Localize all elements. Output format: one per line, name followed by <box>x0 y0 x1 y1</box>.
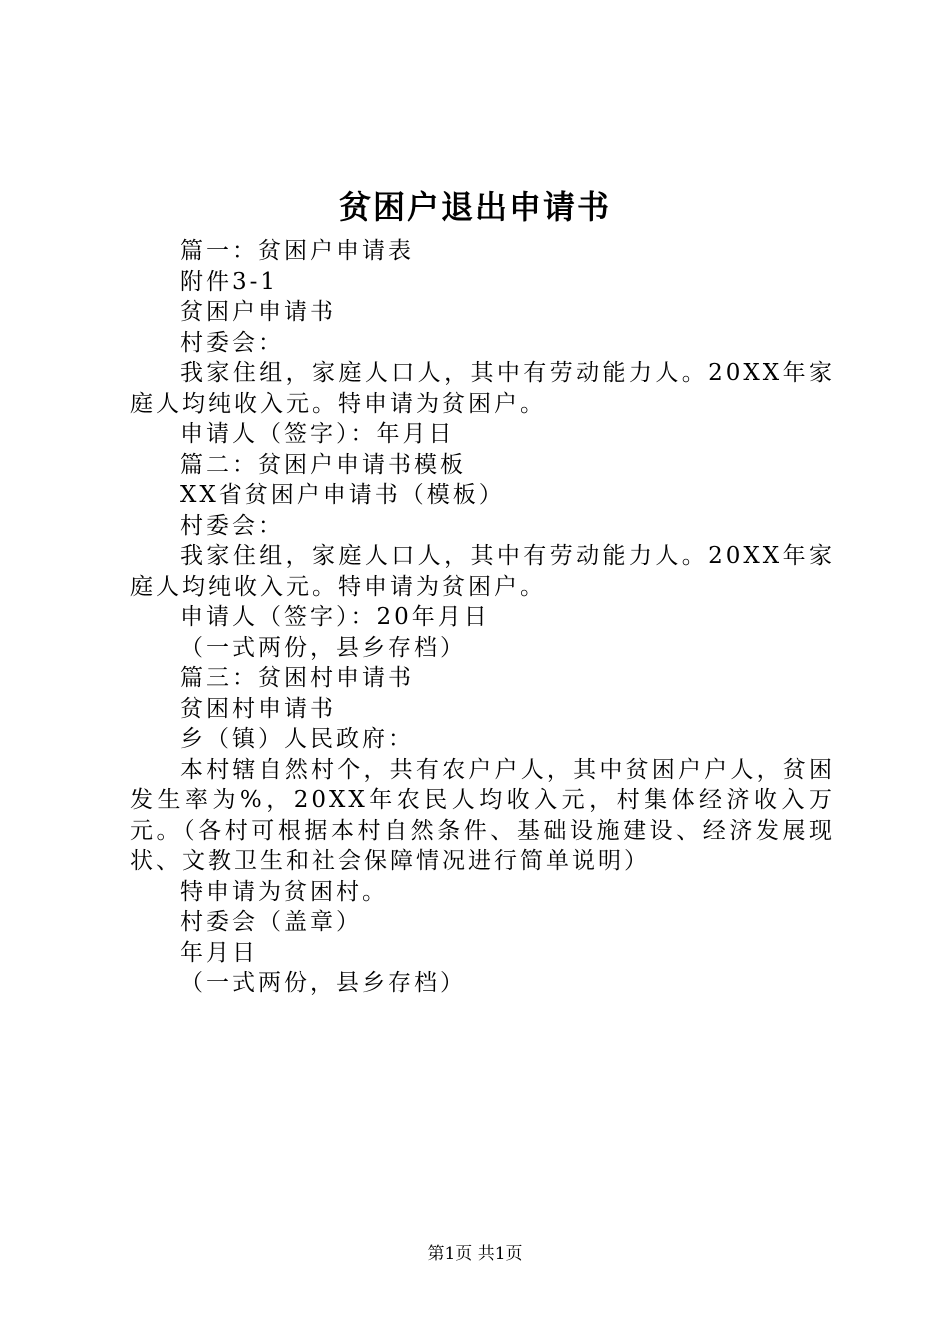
paragraph: 篇二：贫困户申请书模板 <box>180 451 466 478</box>
document-title: 贫困户退出申请书 <box>338 188 611 226</box>
paragraph: 村委会： <box>180 512 284 539</box>
paragraph: 附件3-1 <box>180 268 279 295</box>
paragraph: 贫困户申请书 <box>180 299 336 325</box>
paragraph: 乡（镇）人民政府： <box>180 726 414 752</box>
paragraph: 本村辖自然村个，共有农户户人，其中贫困户户人，贫困发生率为%，20XX年农民人均收入元，村集体经济收入万元。（各村可根据本村自然条件、基础设施建设、经济发展现状、文教卫生和社会保障情况进行简单说明） <box>130 756 835 874</box>
paragraph: 申请人（签字）：年月日 <box>180 421 455 447</box>
paragraph: 申请人（签字）：20年月日 <box>180 604 490 630</box>
paragraph: 我家住组，家庭人口人，其中有劳动能力人。20XX年家庭人均纯收入元。特申请为贫困户。 <box>130 360 835 417</box>
paragraph: 篇一：贫困户申请表 <box>180 238 414 264</box>
paragraph: 村委会： <box>180 329 284 356</box>
document-body <box>130 236 835 999</box>
paragraph: 村委会（盖章） <box>180 909 362 935</box>
paragraph: （一式两份，县乡存档） <box>180 634 466 661</box>
page-footer: 第1页 共1页 <box>427 1244 523 1264</box>
paragraph: （一式两份，县乡存档） <box>180 970 466 996</box>
paragraph: 我家住组，家庭人口人，其中有劳动能力人。20XX年家庭人均纯收入元。特申请为贫困户。 <box>130 543 835 600</box>
paragraph: 贫困村申请书 <box>180 695 336 722</box>
paragraph: XX省贫困户申请书（模板） <box>180 482 505 508</box>
paragraph: 篇三：贫困村申请书 <box>180 665 414 691</box>
paragraph: 年月日 <box>180 939 258 966</box>
paragraph: 特申请为贫困村。 <box>180 878 388 905</box>
